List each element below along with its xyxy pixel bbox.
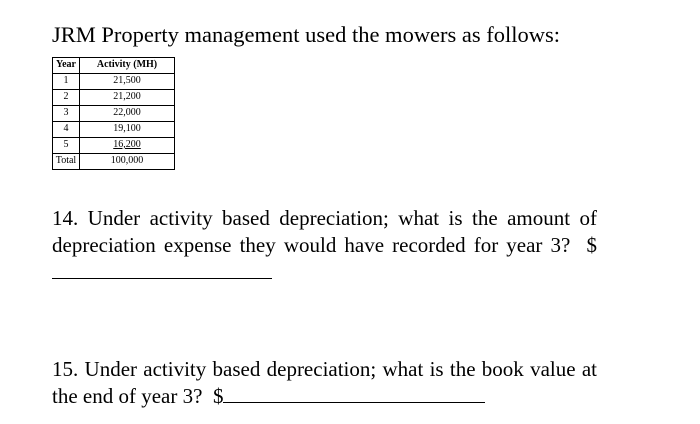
question-15-currency: $ xyxy=(212,384,224,408)
activity-cell xyxy=(80,138,175,154)
year-cell: 5 xyxy=(53,138,80,154)
question-15 xyxy=(52,356,597,410)
header-year: Year xyxy=(53,58,80,74)
table-row xyxy=(53,138,175,154)
activity-cell: 22,000 xyxy=(80,106,175,122)
activity-cell: 21,500 xyxy=(80,74,175,90)
header-activity: Activity (MH) xyxy=(80,58,175,74)
table-row xyxy=(53,90,175,106)
table-row xyxy=(53,74,175,90)
year-cell: 3 xyxy=(53,106,80,122)
year-cell: 2 xyxy=(53,90,80,106)
activity-value: 16,200 xyxy=(113,139,141,150)
mower-activity-table xyxy=(52,57,175,170)
total-label-cell: Total xyxy=(53,154,80,170)
activity-cell: 21,200 xyxy=(80,90,175,106)
question-14-answer-blank[interactable] xyxy=(52,260,272,279)
table-header-row xyxy=(53,58,175,74)
table-total-row xyxy=(53,154,175,170)
question-14-text: 14. Under activity based depreciation; what is the amount of depreciation expense they would have recorded for year 3? xyxy=(52,206,597,257)
year-cell: 4 xyxy=(53,122,80,138)
total-value-cell: 100,000 xyxy=(80,154,175,170)
document-heading: JRM Property management used the mowers as follows: xyxy=(52,22,561,47)
table-row xyxy=(53,122,175,138)
question-14-currency: $ xyxy=(586,233,598,257)
question-14 xyxy=(52,205,597,286)
question-15-answer-blank[interactable] xyxy=(223,384,485,403)
activity-cell: 19,100 xyxy=(80,122,175,138)
table-row xyxy=(53,106,175,122)
year-cell: 1 xyxy=(53,74,80,90)
question-15-text: 15. Under activity based depreciation; what is the book value at the end of year 3? xyxy=(52,357,597,408)
